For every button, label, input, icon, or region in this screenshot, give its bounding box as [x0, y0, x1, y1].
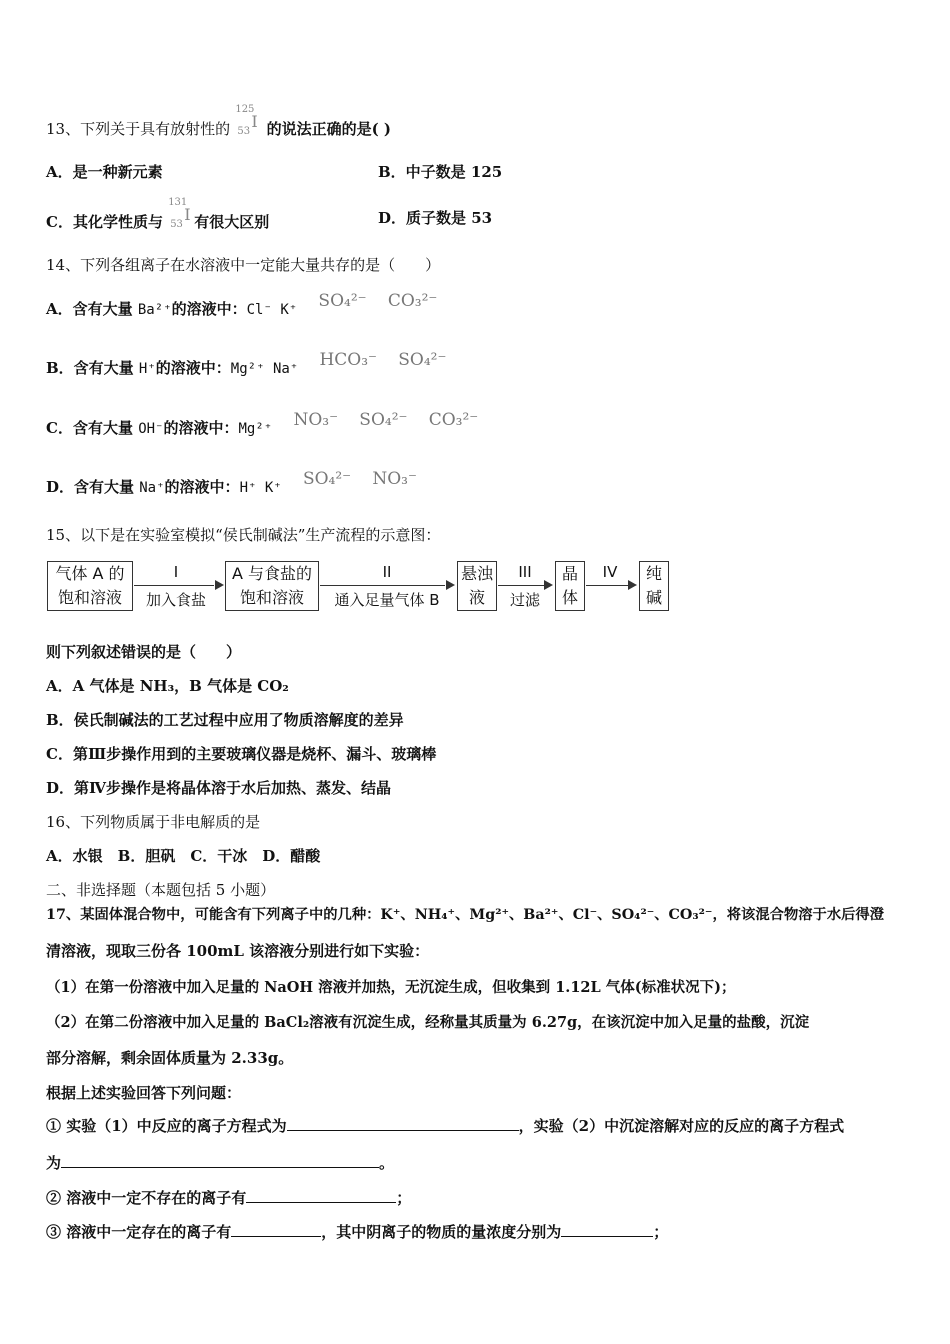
flow-box-crystal	[555, 561, 585, 611]
step-1-desc: 加入食盐	[145, 591, 206, 609]
q15-stem: 15、以下是在实验室模拟“侯氏制碱法”生产流程的示意图：	[46, 526, 441, 544]
box-line: 晶	[561, 564, 578, 583]
q13-option-c-end: 有很大区别	[194, 213, 270, 231]
iodine-131-isotope	[168, 197, 194, 233]
isotope-symbol: I	[251, 112, 258, 131]
arrow-4-head	[628, 580, 637, 590]
ion-sulfate: SO₄²⁻	[359, 410, 408, 430]
option-prefix: C．含有大量	[46, 419, 133, 437]
step-3-desc: 过滤	[509, 591, 540, 609]
q13-option-c-text: C．其化学性质与	[46, 213, 163, 231]
option-ions: Mg²⁺ Na⁺	[230, 361, 299, 377]
arrow-2-head	[446, 580, 455, 590]
option-prefix: A．含有大量	[46, 300, 133, 318]
q13-option-c	[46, 197, 270, 233]
q15-ask: 则下列叙述错误的是（ ）	[46, 643, 242, 661]
q13-stem	[46, 104, 391, 140]
isotope-mass: 131	[168, 197, 188, 208]
option-mid: 的溶液中：	[155, 359, 231, 377]
box-line: 纯	[645, 564, 662, 583]
hou-process-flow-diagram	[47, 561, 671, 613]
q15-option-b: B．侯氏制碱法的工艺过程中应用了物质溶解度的差异	[46, 711, 404, 729]
option-ion: OH⁻	[138, 421, 164, 437]
box-line: 饱和溶液	[239, 588, 304, 607]
sub-1-text-2: ，实验（2）中沉淀溶解对应的反应的离子方程式	[518, 1117, 845, 1135]
q14-stem: 14、下列各组离子在水溶液中一定能大量共存的是（ ）	[46, 256, 441, 274]
option-ions: Mg²⁺	[238, 421, 273, 437]
option-ions: H⁺ K⁺	[239, 480, 282, 496]
answer-blank-2[interactable]	[61, 1167, 379, 1168]
box-line: 饱和溶液	[57, 588, 122, 607]
ion-carbonate: CO₃²⁻	[428, 410, 479, 430]
q17-experiment-2b: 部分溶解，剩余固体质量为 2.33g。	[46, 1049, 294, 1067]
step-4-label: IV	[602, 563, 618, 581]
ion-sulfate: SO₄²⁻	[302, 469, 352, 489]
option-ion: Na⁺	[139, 480, 165, 496]
q17-sub-3	[46, 1221, 668, 1242]
answer-blank-3[interactable]	[246, 1202, 396, 1203]
answer-blank-5[interactable]	[561, 1236, 653, 1237]
q16-options: A．水银 B．胆矾 C．干冰 D．醋酸	[46, 847, 321, 865]
ion-sulfate: SO₄²⁻	[318, 291, 367, 311]
box-line: 悬浊	[460, 564, 493, 583]
q15-option-a: A．A 气体是 NH₃，B 气体是 CO₂	[46, 677, 289, 695]
sub-1-text: ① 实验（1）中反应的离子方程式为	[46, 1117, 287, 1135]
ion-nitrate: NO₃⁻	[372, 469, 417, 489]
step-2-label: II	[382, 563, 392, 581]
q17-line-2: 清溶液，现取三份各 100mL 该溶液分别进行如下实验：	[46, 942, 430, 960]
arrow-4	[586, 585, 628, 586]
q14-option-d	[46, 469, 417, 497]
flow-box-soda	[639, 561, 669, 611]
q17-line-1: 17、某固体混合物中，可能含有下列离子中的几种：K⁺、NH₄⁺、Mg²⁺、Ba²⁺、Cl⁻、SO₄²⁻、CO₃²⁻，将该混合物溶于水后得澄	[46, 907, 885, 923]
flow-box-gas-a	[47, 561, 133, 611]
box-line: 碱	[645, 588, 662, 607]
ion-sulfate: SO₄²⁻	[398, 350, 447, 370]
sub-1-text-3: 为	[46, 1154, 62, 1172]
isotope-atomic: 53	[170, 219, 183, 230]
isotope-symbol: I	[184, 205, 191, 224]
ion-bicarbonate: HCO₃⁻	[319, 350, 378, 370]
flow-box-a-salt	[225, 561, 319, 611]
iodine-125-isotope	[235, 104, 261, 140]
q13-option-d: D．质子数是 53	[378, 209, 493, 227]
arrow-1	[134, 585, 214, 586]
sub-3-end: ；	[653, 1223, 669, 1241]
sub-3-text: ③ 溶液中一定存在的离子有	[46, 1223, 232, 1241]
q16-stem: 16、下列物质属于非电解质的是	[46, 813, 261, 831]
ion-nitrate: NO₃⁻	[293, 410, 339, 430]
q17-ask: 根据上述实验回答下列问题：	[46, 1084, 242, 1102]
box-line: 体	[561, 588, 578, 607]
option-prefix: B．含有大量	[46, 359, 134, 377]
option-prefix: D．含有大量	[46, 478, 135, 496]
box-line: 气体 A 的	[55, 564, 125, 583]
sub-2-end: ；	[396, 1189, 412, 1207]
q14-option-a	[46, 291, 438, 319]
q13-stem-end: 的说法正确的是( )	[266, 120, 391, 138]
answer-blank-4[interactable]	[231, 1236, 321, 1237]
arrow-2	[320, 585, 445, 586]
option-mid: 的溶液中：	[171, 300, 247, 318]
arrow-3	[498, 585, 544, 586]
q15-option-d: D．第Ⅳ步操作是将晶体溶于水后加热、蒸发、结晶	[46, 779, 392, 797]
isotope-atomic: 53	[237, 126, 251, 137]
q13-option-b: B．中子数是 125	[378, 163, 503, 181]
step-2-desc: 通入足量气体 B	[334, 591, 440, 609]
option-ions: Cl⁻ K⁺	[246, 302, 298, 318]
step-3-label: III	[518, 563, 532, 581]
q14-option-c	[46, 410, 479, 438]
q15-option-c: C．第Ⅲ步操作用到的主要玻璃仪器是烧杯、漏斗、玻璃棒	[46, 745, 437, 763]
q17-experiment-2a: （2）在第二份溶液中加入足量的 BaCl₂溶液有沉淀生成，经称量其质量为 6.27g，在该沉淀中加入足量的盐酸，沉淀	[46, 1014, 810, 1031]
q17-sub-1	[46, 1115, 844, 1136]
section-2-heading: 二、非选择题（本题包括 5 小题）	[46, 881, 276, 899]
sub-1-end: 。	[379, 1154, 395, 1172]
isotope-mass: 125	[235, 104, 255, 115]
sub-2-text: ② 溶液中一定不存在的离子有	[46, 1189, 247, 1207]
q17-sub-1-cont	[46, 1152, 394, 1173]
option-mid: 的溶液中：	[164, 478, 240, 496]
option-ion: Ba²⁺	[137, 302, 172, 318]
box-line: 液	[468, 588, 485, 607]
q13-option-a: A．是一种新元素	[46, 163, 163, 181]
option-mid: 的溶液中：	[163, 419, 239, 437]
q17-experiment-1: （1）在第一份溶液中加入足量的 NaOH 溶液并加热，无沉淀生成，但收集到 1.12L 气体(标准状况下)；	[46, 979, 736, 996]
flow-box-suspension	[457, 561, 497, 611]
step-1-label: I	[173, 563, 179, 581]
q14-option-b	[46, 350, 447, 378]
arrow-3-head	[544, 580, 553, 590]
box-line: A 与食盐的	[231, 564, 313, 583]
q13-stem-text: 13、下列关于具有放射性的	[46, 120, 231, 138]
sub-3-text-2: ，其中阴离子的物质的量浓度分别为	[321, 1223, 562, 1241]
option-ion: H⁺	[138, 361, 156, 377]
q17-sub-2	[46, 1187, 411, 1208]
arrow-1-head	[215, 580, 224, 590]
answer-blank-1[interactable]	[287, 1130, 519, 1131]
ion-carbonate: CO₃²⁻	[387, 291, 438, 311]
